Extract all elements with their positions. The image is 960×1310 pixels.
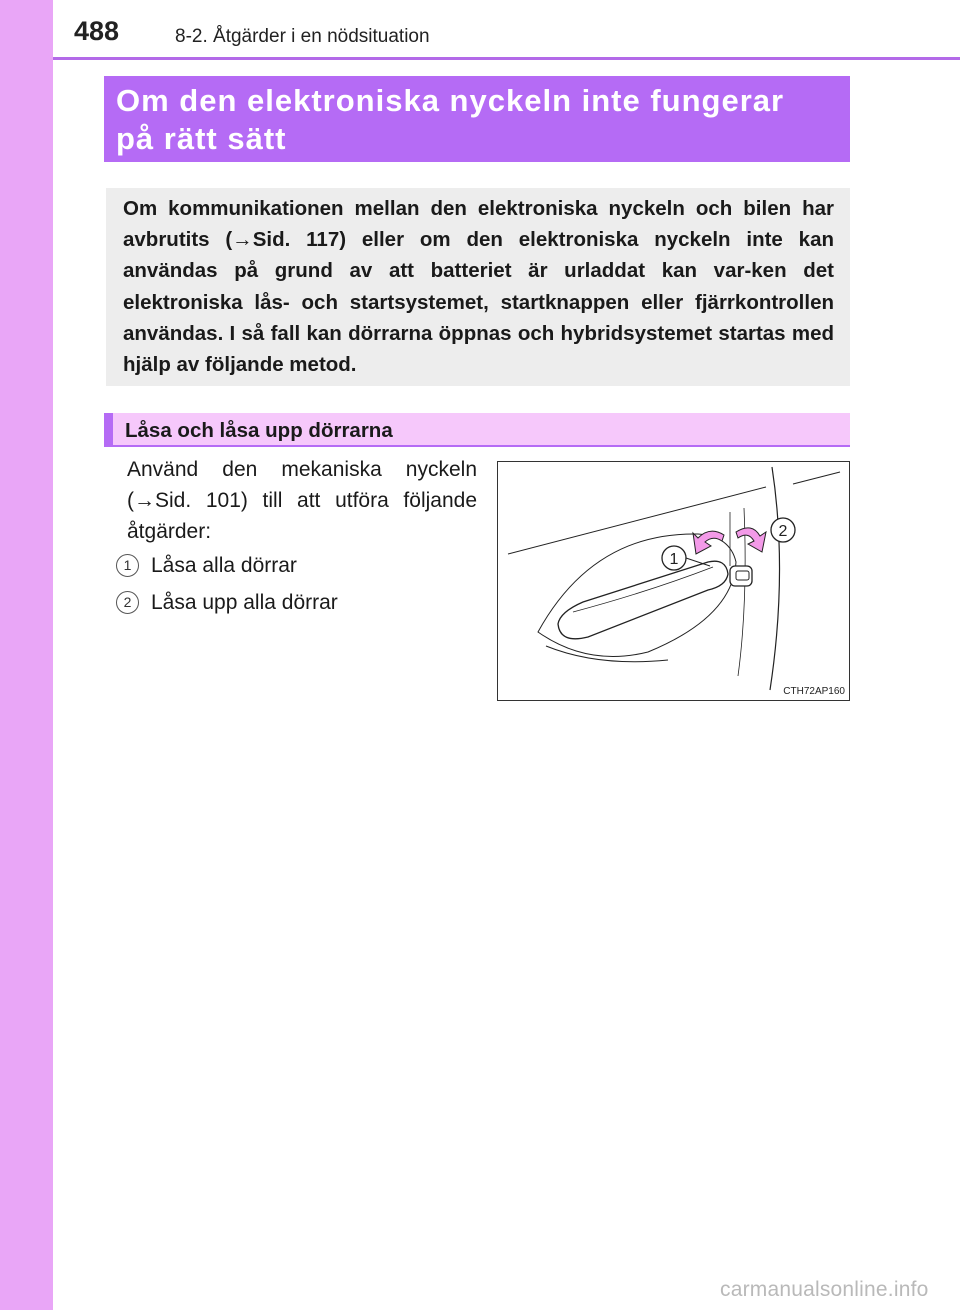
intro-text: Om kommunikationen mellan den elektroniska nyckeln och bilen har avbrutits (→Sid. 117) eller om den elektroniska nyckeln inte kan användas på grund av att batteriet är urladdat kan var-ken det elektroniska lås- och startsystemet, startknappen eller fjärrkontrollen användas. I så fall kan dörrarna öppnas och hybridsystemet startas med hjälp av följande metod. <box>123 197 834 377</box>
door-handle <box>558 561 728 639</box>
section-title-line-2: på rätt sätt <box>116 121 287 156</box>
callout-2-label: 2 <box>778 523 788 540</box>
door-edge <box>770 467 780 690</box>
watermark: carmanualsonline.info <box>720 1278 929 1301</box>
step-item-2 <box>116 590 338 616</box>
door-top-line-right <box>793 472 840 484</box>
header-divider <box>53 57 960 60</box>
handle-recess-lower <box>546 646 668 662</box>
step-number-2: 2 <box>116 591 139 614</box>
subsection-heading: Låsa och låsa upp dörrarna <box>104 413 850 447</box>
section-title-line-1: Om den elektroniska nyckeln inte fungerar <box>116 83 785 118</box>
door-handle-drawing <box>498 462 848 699</box>
unlock-arrow-icon <box>736 528 766 552</box>
chapter-side-bar <box>0 0 53 1310</box>
door-top-line <box>508 487 766 554</box>
intro-box <box>106 188 850 386</box>
page-number: 488 <box>74 16 120 46</box>
instruction-text: Använd den mekaniska nyckeln (→Sid. 101) till att utföra följande åtgärder: <box>127 458 477 543</box>
step-label-2: Låsa upp alla dörrar <box>151 591 338 614</box>
step-item-1 <box>116 553 297 579</box>
figure-code: CTH72AP160 <box>783 686 845 697</box>
lock-arrow-icon <box>693 531 724 554</box>
step-label-1: Låsa alla dörrar <box>151 554 297 577</box>
section-title <box>104 76 850 162</box>
door-handle-illustration <box>497 461 850 701</box>
mechanical-key-icon <box>736 571 749 580</box>
callout-1-label: 1 <box>669 551 679 568</box>
chapter-title: 8-2. Åtgärder i en nödsituation <box>175 26 430 47</box>
step-number-1: 1 <box>116 554 139 577</box>
